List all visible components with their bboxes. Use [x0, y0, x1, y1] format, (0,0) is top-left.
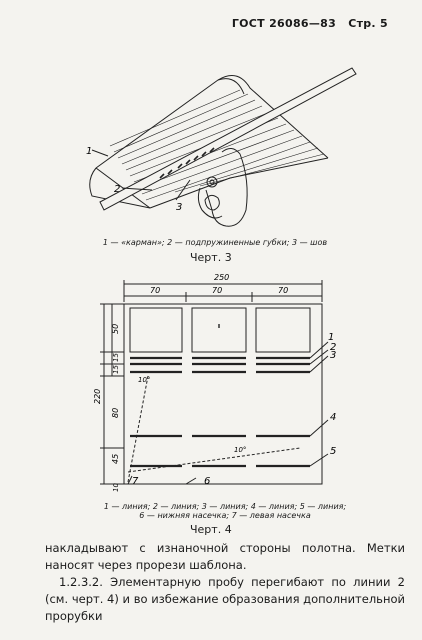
dim-h1: 50: [111, 323, 120, 334]
fig4-callout-2: 2: [330, 342, 337, 353]
dim-h-bot: 10: [112, 483, 120, 492]
dim-h-low: 45: [111, 453, 120, 464]
angle-1: 10°: [138, 376, 151, 384]
figure-3-drawing: [0, 40, 422, 240]
dim-width: 250: [214, 273, 230, 282]
body-text: [45, 540, 405, 625]
dim-h-mid: 80: [111, 407, 120, 418]
fig4-callout-4: 4: [330, 412, 337, 423]
fig3-legend: 1 — «карман»; 2 — подпружиненные губки; 3 — шов: [102, 238, 328, 247]
fig4-legend: [100, 502, 350, 520]
fabric-top-edge: [96, 76, 328, 169]
dim-h3: 15: [112, 365, 120, 374]
dim-col1: 70: [150, 286, 161, 295]
dim-h-total: 220: [93, 388, 102, 404]
fig3-callout-3: 3: [176, 202, 183, 213]
diagonal-2: [128, 448, 300, 472]
doc-id: ГОСТ 26086—83: [231, 17, 337, 30]
dim-col2: 70: [212, 286, 223, 295]
angle-2: 10°: [234, 446, 247, 454]
paragraph-1: накладывают с изнаночной стороны полотна. Метки наносят через прорези шаблона.: [45, 541, 405, 572]
fig3-callout-2: 2: [114, 184, 121, 195]
template-outline: [124, 304, 322, 484]
fig4-callout-5: 5: [330, 446, 337, 457]
fig3-callout-1: 1: [86, 146, 93, 157]
fig4-callout-3: 3: [330, 350, 337, 361]
dim-col3: 70: [278, 286, 289, 295]
fig4-caption: Черт. 4: [190, 523, 232, 536]
dim-h2: 15: [112, 353, 120, 362]
page-number: Стр. 5: [348, 17, 388, 30]
fig4-legend-line2: 6 — нижняя насечка; 7 — левая насечка: [139, 511, 311, 520]
fig4-callout-1: 1: [328, 332, 335, 343]
figure-4-drawing: [0, 268, 422, 498]
fabric-rolled-edge: [218, 79, 244, 94]
clamp-jaw-lower: [205, 195, 219, 210]
window-2: [192, 308, 246, 352]
window-3: [256, 308, 310, 352]
paragraph-2: 1.2.3.2. Элементарную пробу перегибают по линии 2 (см. черт. 4) и во избежание образования дополнительной прорубки: [45, 575, 405, 623]
fig4-legend-line1: 1 — линия; 2 — линия; 3 — линия; 4 — линия; 5 — линия;: [103, 502, 347, 511]
fig3-caption: Черт. 3: [190, 251, 232, 264]
fig4-callout-7: 7: [132, 476, 139, 487]
window-1: [130, 308, 182, 352]
fig4-callout-6: 6: [204, 476, 211, 487]
page-header: [232, 17, 388, 30]
